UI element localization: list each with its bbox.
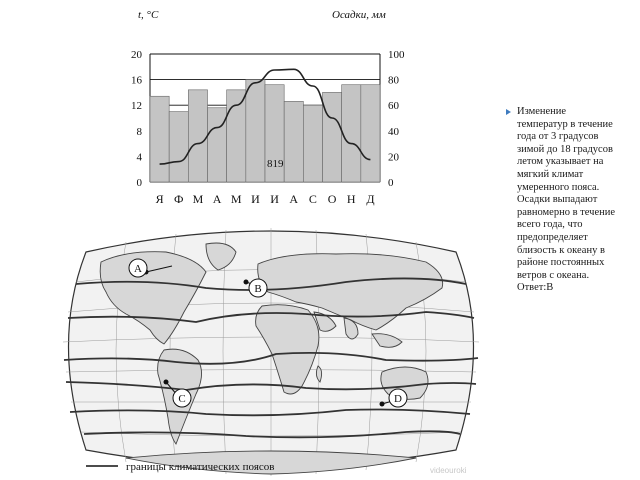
marker-A-label: A — [134, 263, 142, 275]
annual-precipitation-label: 819 — [267, 158, 284, 170]
climatogram-chart — [46, 0, 496, 222]
month-label: А — [289, 192, 299, 206]
bullet-icon — [506, 109, 511, 115]
month-label: М — [230, 192, 242, 206]
right-tick-label: 0 — [388, 177, 394, 189]
marker-B-label: B — [254, 283, 262, 295]
month-label: Я — [155, 192, 164, 206]
month-label: И — [251, 192, 260, 206]
explanation-item — [517, 106, 617, 295]
explanation-body: Изменение температур в течение года от 3 градусов зимой до 18 градусов летом указывает на мягкий климат умеренного пояса. Осадки выпадают равномерно в течение всего года, что предопределяет близость к океану в районе постоянных ветров с океана. — [517, 106, 615, 281]
precipitation-bar — [284, 101, 303, 182]
image-panel — [46, 0, 496, 480]
right-tick-label: 20 — [388, 151, 399, 164]
precipitation-bar — [208, 108, 227, 182]
precipitation-bar — [150, 96, 169, 182]
month-label: Д — [366, 192, 375, 206]
right-tick-label: 80 — [388, 74, 399, 87]
precipitation-bar — [169, 112, 188, 182]
month-label: И — [270, 192, 279, 206]
precipitation-bar — [188, 90, 207, 182]
precipitation-bar — [342, 85, 361, 182]
left-tick-label: 8 — [136, 125, 142, 138]
right-tick-label: 60 — [388, 100, 399, 113]
month-label: С — [308, 192, 317, 206]
left-tick-label: 16 — [131, 74, 142, 87]
left-tick-label: 4 — [136, 151, 142, 164]
month-label: О — [327, 192, 337, 206]
month-label: А — [212, 192, 222, 206]
precipitation-bar — [323, 92, 342, 182]
answer-text: Ответ:В — [517, 282, 554, 294]
month-label: М — [192, 192, 204, 206]
watermark: videouroki — [430, 466, 467, 475]
marker-D-label: D — [394, 393, 402, 405]
left-axis-label: t, °С — [138, 9, 159, 21]
precipitation-bar — [227, 90, 246, 182]
left-tick-label: 12 — [131, 100, 142, 113]
precipitation-bar — [303, 105, 322, 182]
month-label: Ф — [174, 192, 184, 206]
legend-text: границы климатических поясов — [126, 461, 275, 473]
marker-C-label: C — [178, 393, 186, 405]
precipitation-bar — [361, 85, 380, 182]
explanation-text — [505, 106, 617, 295]
precipitation-bar — [246, 80, 265, 182]
left-tick-label: 0 — [136, 177, 142, 189]
month-label: Н — [346, 192, 356, 206]
left-tick-label: 20 — [131, 49, 142, 61]
right-axis-label: Осадки, мм — [332, 9, 386, 21]
world-climate-map — [46, 222, 496, 480]
right-tick-label: 100 — [388, 49, 405, 61]
right-tick-label: 40 — [388, 125, 399, 138]
